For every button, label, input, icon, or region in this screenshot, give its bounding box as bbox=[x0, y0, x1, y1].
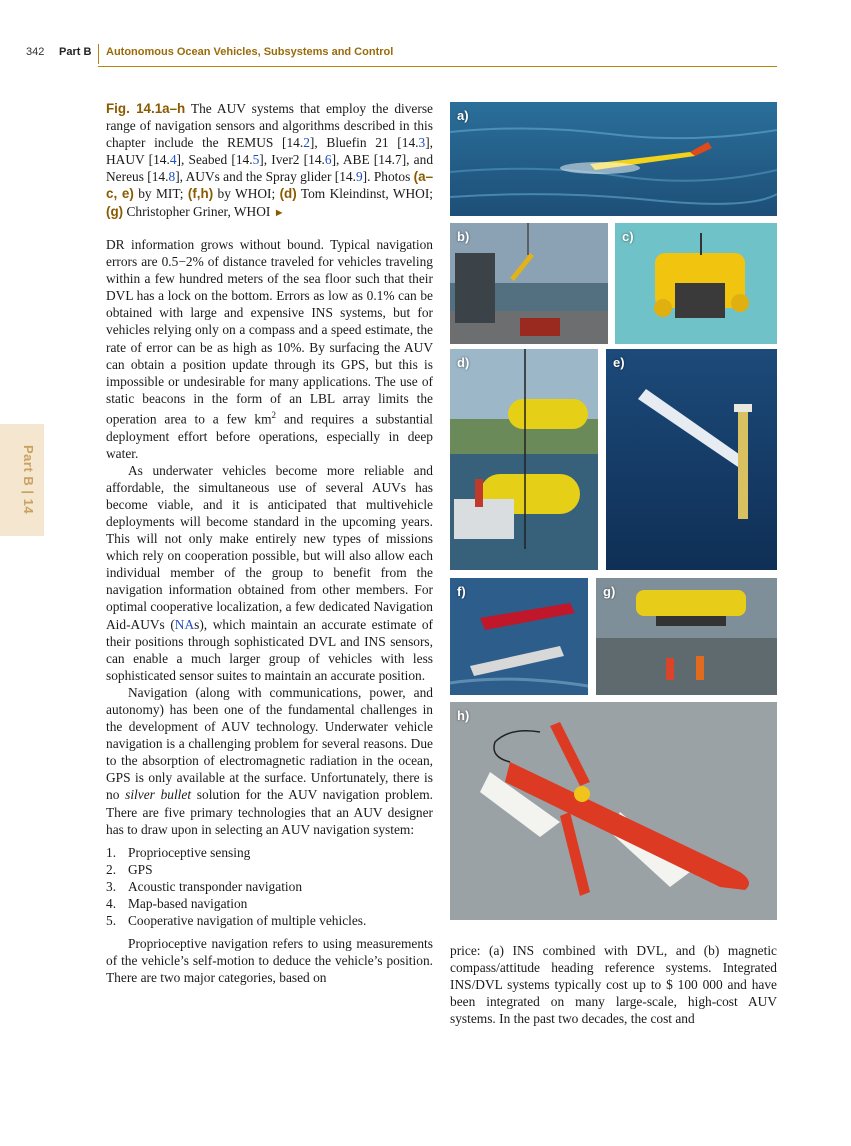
list-number: 5. bbox=[106, 913, 117, 929]
subfig-label: (d) bbox=[279, 186, 297, 202]
header-rule bbox=[98, 66, 777, 67]
list-text: GPS bbox=[128, 861, 153, 877]
right-column-text: price: (a) INS combined with DVL, and (b) magnetic compass/attitude heading reference systems. Integrated INS/DVL systems typically cost up to $ 100 000 and have been integrated on many large-scale, high-cost AUV systems. In the past two decades, the cost and bbox=[450, 943, 777, 1027]
paragraph: Proprioceptive navigation refers to using measurements of the vehicle’s self-motion to deduce the vehicle’s position. There are two major categories, based on bbox=[106, 936, 433, 986]
photo-label: f) bbox=[457, 584, 466, 599]
list-item bbox=[106, 844, 433, 861]
photo-label: d) bbox=[457, 355, 470, 370]
text: solution for the AUV navigation problem. There are five primary technologies that an AUV designer has to draw upon in selecting an AUV navigation system: bbox=[106, 787, 433, 837]
text: s), which maintain an accurate estimate of their positions through sophisticated DVL and INS sensors, can enable a much larger group of vehicles with less sophisticated sensor suites to maintain an accurate position. bbox=[106, 616, 434, 683]
text: Navigation (along with communications, power, and autonomy) has been one of the fundamental challenges in the development of AUV technology. Underwater vehicle navigation is a challenging problem for several reasons. Due to the absorption of electromagnetic radiation in the ocean, GPS is only available at the surface. Unfortunately, there is no bbox=[106, 684, 433, 803]
list-item bbox=[106, 878, 433, 895]
technology-list bbox=[106, 844, 433, 929]
photo-label: c) bbox=[622, 229, 634, 244]
photo-g-seabed-recovery bbox=[596, 578, 777, 695]
photo-e-spray-glider bbox=[606, 349, 777, 570]
subfig-label: (a–c, e) bbox=[106, 169, 434, 202]
deck-recovery-image bbox=[596, 578, 777, 695]
list-text: Cooperative navigation of multiple vehicles. bbox=[128, 913, 367, 929]
ref-link[interactable]: 4 bbox=[169, 152, 177, 168]
photo-c-hauv-underwater bbox=[615, 223, 777, 344]
caption-text: ], Seabed [14. bbox=[176, 152, 253, 168]
caption-text: Christopher Griner, WHOI bbox=[123, 203, 274, 219]
caption-text: ], Bluefin 21 [14. bbox=[309, 135, 419, 151]
ref-link[interactable]: 9 bbox=[355, 169, 363, 185]
list-text: Map-based navigation bbox=[128, 896, 248, 912]
figure-caption bbox=[106, 100, 433, 222]
list-text: Proprioceptive sensing bbox=[128, 844, 251, 860]
two-auvs-image bbox=[450, 578, 588, 695]
caption-text: ], AUVs and the Spray glider [14. bbox=[175, 169, 356, 185]
text: As underwater vehicles become more reliable and affordable, the simultaneous use of several AUVs has become viable, and it is anticipated that multivehicle deployments will become standard in the upcoming years. This will not only make entirely new types of missions which rely on cooperation possible, but will also allow each individual member of the group to benefit from the navigation information obtained from other members. For optimal cooperative localization, a few dedicated Navigation Aid-AUVs ( bbox=[106, 462, 433, 632]
ref-link[interactable]: 8 bbox=[168, 169, 176, 185]
emphasis: silver bullet bbox=[125, 787, 192, 803]
photo-label: b) bbox=[457, 229, 470, 244]
photo-label: g) bbox=[603, 584, 616, 599]
chapter-title: Autonomous Ocean Vehicles, Subsystems and Control bbox=[106, 46, 394, 58]
caption-text: ], Iver2 [14. bbox=[259, 152, 325, 168]
continue-arrow-icon: ► bbox=[273, 206, 285, 219]
ref-link[interactable]: 2 bbox=[303, 135, 310, 151]
paragraph bbox=[106, 462, 433, 684]
list-number: 1. bbox=[106, 844, 117, 860]
photo-label: e) bbox=[613, 355, 625, 370]
figure-label: Fig. 14.1a–h bbox=[106, 101, 186, 116]
caption-text: ], HAUV [14. bbox=[106, 135, 433, 168]
list-number: 4. bbox=[106, 896, 117, 912]
list-item bbox=[106, 912, 433, 929]
photo-a-remus-auv bbox=[450, 102, 777, 216]
caption-text: Tom Kleindinst, WHOI; bbox=[296, 186, 433, 202]
list-number: 2. bbox=[106, 861, 117, 877]
part-label: Part B bbox=[59, 46, 92, 58]
caption-text: by MIT; bbox=[133, 186, 188, 202]
photo-b-bluefin-deployment bbox=[450, 223, 608, 344]
paragraph bbox=[106, 684, 433, 838]
ship-crane-image bbox=[450, 223, 608, 344]
glider-surface-image bbox=[606, 349, 777, 570]
text: and requires a substantial deployment effort before operations, especially in deep water. bbox=[106, 411, 434, 461]
caption-text: ]. Photos bbox=[362, 169, 414, 185]
list-item bbox=[106, 861, 433, 878]
ocean-surface-image bbox=[450, 102, 777, 216]
list-text: Acoustic transponder navigation bbox=[128, 878, 303, 894]
caption-text: ], ABE [14.7], and Nereus [14. bbox=[106, 152, 434, 185]
ref-link[interactable]: 5 bbox=[252, 152, 260, 168]
subfig-label: (f,h) bbox=[187, 186, 214, 202]
text: DR information grows without bound. Typical navigation errors are 0.5−2% of distance traveled for vehicles traveling within a few hundred meters of the sea floor such that their DVL has a lock on the bottom. Errors as low as 0.1% can be obtained with large and expensive INS systems, but for vehicles relying only on a compass and a speed estimate, the rate of error can be as high as 10%. By surfacing the AUV can obtain a position update through its GPS, but this is impossible or undesirable for many applications. The use of static beacons in the form of an LBL array limits the operation area to a few km bbox=[106, 237, 433, 427]
paragraph bbox=[106, 236, 433, 462]
ref-link[interactable]: 3 bbox=[418, 135, 426, 151]
red-auv-image bbox=[450, 702, 777, 920]
harbor-lift-image bbox=[450, 349, 598, 570]
ref-link[interactable]: 6 bbox=[324, 152, 332, 168]
subfig-label: (g) bbox=[106, 203, 124, 219]
side-tab-label: Part B | 14 bbox=[21, 445, 36, 515]
list-number: 3. bbox=[106, 878, 117, 894]
photo-d-abe-nereus-lift bbox=[450, 349, 598, 570]
caption-text: by WHOI; bbox=[213, 186, 280, 202]
photo-label: h) bbox=[457, 708, 470, 723]
list-item bbox=[106, 895, 433, 912]
photo-f-iver2-auvs bbox=[450, 578, 588, 695]
caption-text: The AUV systems that employ the diverse range of navigation sensors and algorithms described in this chapter include the REMUS [14. bbox=[106, 101, 433, 151]
superscript: 2 bbox=[271, 409, 277, 420]
page-number: 342 bbox=[26, 46, 45, 58]
photo-label: a) bbox=[457, 108, 469, 123]
acronym-link[interactable]: NA bbox=[174, 616, 195, 632]
body-text bbox=[106, 236, 433, 987]
header-separator bbox=[98, 44, 99, 64]
underwater-hauv-image bbox=[615, 223, 777, 344]
photo-h-red-auv-on-stand bbox=[450, 702, 777, 920]
